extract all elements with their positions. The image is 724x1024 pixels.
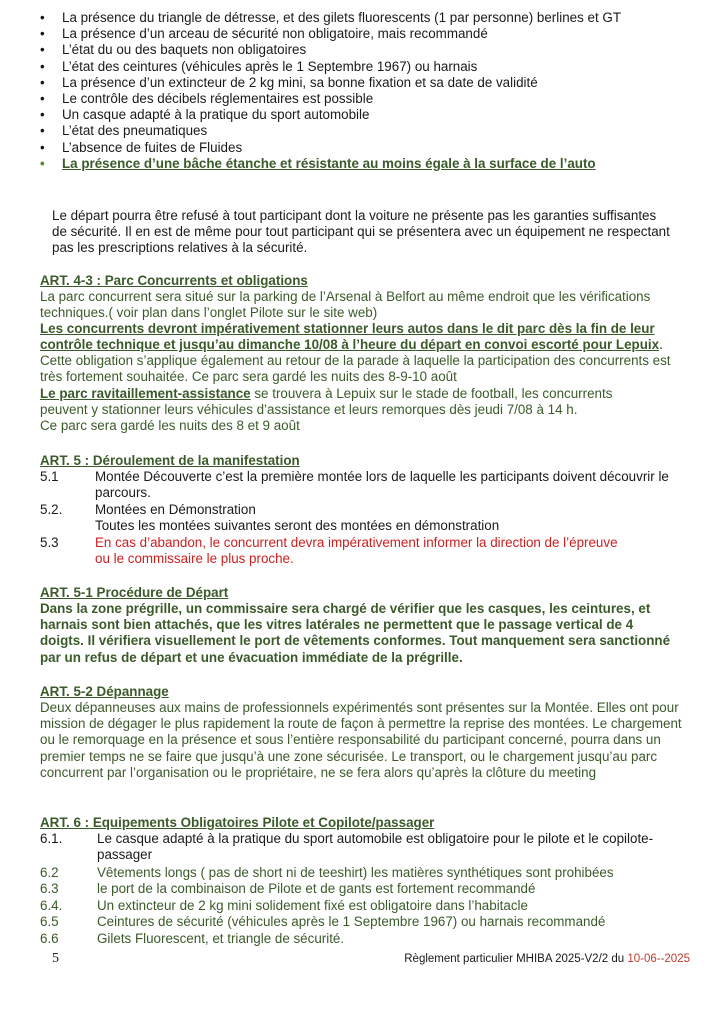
page-number: 5: [52, 951, 59, 966]
bullet-icon: •: [40, 42, 45, 58]
art43-p4: Le parc ravitaillement-assistance se trouvera à Lepuix sur le stade de football, les concurrents peuvent y stationner leurs véhicules d’assistance et leurs remorques dès jeudi 7/08 à 14 h.: [40, 386, 613, 418]
bullet-icon: •: [40, 107, 45, 123]
list-item: • Le contrôle des décibels réglementaires est possible: [40, 91, 374, 107]
art6-heading: ART. 6 : Equipements Obligatoires Pilote et Copilote/passager: [40, 815, 435, 830]
art51-heading: ART. 5-1 Procédure de Départ: [40, 585, 229, 600]
list-item: • La présence d’un arceau de sécurité non obligatoire, mais recommandé: [40, 26, 488, 42]
list-item: • La présence d’un extincteur de 2 kg mini, sa bonne fixation et sa date de validité: [40, 74, 538, 90]
art43-heading: ART. 4-3 : Parc Concurrents et obligations: [40, 273, 308, 288]
bullet-icon: •: [40, 74, 45, 90]
list-item: • L’absence de fuites de Fluides: [40, 139, 243, 155]
bullet-icon: •: [40, 139, 45, 155]
list-item: • L’état des pneumatiques: [40, 123, 208, 139]
art6-item-6-2: 6.2 Vêtements longs ( pas de short ni de teeshirt) les matières synthétiques sont prohibées: [40, 865, 614, 880]
art6-item-6-1: 6.1. Le casque adapté à la pratique du sport automobile est obligatoire pour le pilote et le copilote-passager: [40, 831, 654, 863]
art43-p3: Cette obligation s’applique également au retour de la parade à laquelle la participation des concurrents est très fortement souhaitée. Ce parc sera gardé les nuits des 8-9-10 août: [40, 353, 671, 385]
art43-p1: La parc concurrent sera situé sur la parking de l’Arsenal à Belfort au même endroit que les vérifications techniques.( voir plan dans l’onglet Pilote sur le site web): [40, 289, 651, 321]
art5-item-5-1: 5.1 Montée Découverte c’est la première montée lors de laquelle les participants doivent découvrir le parcours.: [40, 469, 669, 501]
list-item: • Un casque adapté à la pratique du sport automobile: [40, 107, 370, 123]
art6-item-6-4: 6.4. Un extincteur de 2 kg mini solidement fixé est obligatoire dans l’habitacle: [40, 898, 528, 913]
footer-reference: Règlement particulier MHIBA 2025-V2/2 du 10-06--2025: [404, 953, 690, 965]
bullet-icon: •: [40, 155, 45, 171]
art43-p5: Ce parc sera gardé les nuits des 8 et 9 août: [40, 418, 300, 433]
art5-item-5-2: 5.2. Montées en Démonstration: [40, 502, 256, 517]
art43-p2: Les concurrents devront impérativement stationner leurs autos dans le dit parc dès la fin de leur contrôle technique et jusqu’au dimanche 10/08 à l’heure du départ en convoi escorté pour Lepuix.: [40, 321, 663, 353]
bullet-icon: •: [40, 26, 45, 42]
art6-item-6-3: 6.3 le port de la combinaison de Pilote et de gants est fortement recommandé: [40, 881, 536, 896]
verification-list: [40, 10, 680, 172]
list-item: • L’état du ou des baquets non obligatoires: [40, 42, 307, 58]
art52-text: Deux dépanneuses aux mains de professionnels expérimentés sont présentes sur la Montée. Elles ont pour mission de dégager le plus rapidement la route de façon à permettre la reprise des montées. Le chargement ou le remorquage en la présence et sous l’entière responsabilité du participant concerné, pourra dans un premier temps ne se faire que jusqu’à une zone sécurisée. Le transport, ou le chargement jusqu’au parc concurrent par l’organisation ou le propriétaire, ne se fera alors qu’après la clôture du meeting: [40, 700, 682, 780]
art6-item-6-5: 6.5 Ceintures de sécurité (véhicules après le 1 Septembre 1967) ou harnais recommandé: [40, 914, 606, 929]
bullet-icon: •: [40, 10, 45, 25]
list-item: • La présence du triangle de détresse, et des gilets fluorescents (1 par personne) berlines et GT: [40, 10, 622, 25]
bullet-icon: •: [40, 91, 45, 107]
bullet-icon: •: [40, 123, 45, 139]
footer-date: 10-06--2025: [627, 953, 690, 965]
art6-item-6-6: 6.6 Gilets Fluorescent, et triangle de sécurité.: [40, 931, 345, 946]
art51-text: Dans la zone prégrille, un commissaire sera chargé de vérifier que les casques, les ceintures, et harnais sont bien attachés, que les vitres latérales ne permettent que le passage vertical de 4 doigts. Il vérifiera visuellement le port de vêtements conformes. Tout manquement sera sanctionné par un refus de départ et une évacuation immédiate de la prégrille.: [40, 601, 671, 665]
list-item-bache: • La présence d’une bâche étanche et résistante au moins égale à la surface de l’auto: [40, 155, 596, 171]
list-item: • L’état des ceintures (véhicules après le 1 Septembre 1967) ou harnais: [40, 58, 478, 74]
art5-item-5-3: 5.3 En cas d’abandon, le concurrent devra impérativement informer la direction de l’épreuve ou le commissaire le plus proche.: [40, 535, 618, 567]
art5-item-5-2-detail: Toutes les montées suivantes seront des montées en démonstration: [95, 518, 500, 533]
art5-heading: ART. 5 : Déroulement de la manifestation: [40, 453, 300, 468]
art52-heading: ART. 5-2 Dépannage: [40, 684, 169, 699]
depart-refuse-paragraph: Le départ pourra être refusé à tout participant dont la voiture ne présente pas les garanties suffisantes de sécurité. Il en est de même pour tout participant qui se présentera avec un équipement ne respectant pas les prescriptions relatives à la sécurité.: [52, 208, 670, 256]
bullet-icon: •: [40, 58, 45, 74]
